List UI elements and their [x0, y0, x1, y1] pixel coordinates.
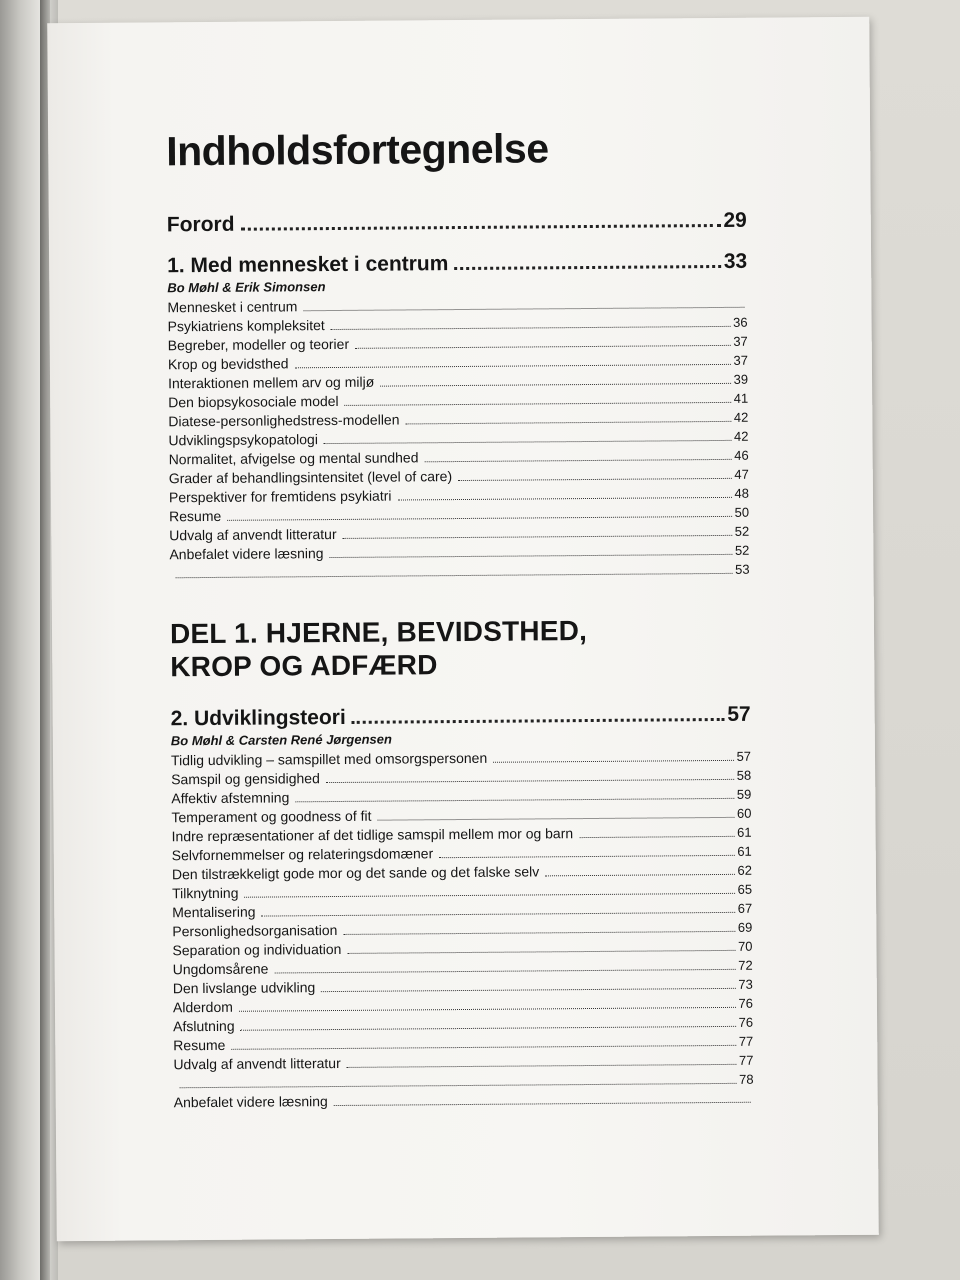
toc-entry — [174, 1089, 754, 1113]
leader-dots — [295, 364, 731, 368]
toc-entry-label: Indre repræsentationer af det tidlige samspil mellem mor og barn — [171, 825, 574, 845]
toc-entry-label: Mentalisering — [172, 903, 256, 921]
toc-entry-page: 36 — [733, 314, 748, 330]
toc-entry-page: 47 — [734, 466, 749, 482]
leader-dots — [347, 950, 735, 954]
toc-content — [166, 123, 754, 1113]
leader-dots — [321, 988, 735, 992]
toc-entry-page: 69 — [737, 919, 753, 935]
leader-dots — [424, 459, 731, 462]
leader-dots — [398, 497, 732, 501]
toc-entry-page: 52 — [734, 523, 750, 539]
leader-dots — [326, 779, 734, 783]
toc-entry-label: Psykiatriens kompleksitet — [167, 317, 325, 335]
toc-entry-label: Begreber, modeller og teorier — [167, 335, 350, 354]
toc-entry-label: Perspektiver for fremtidens psykiatri — [168, 487, 392, 506]
chapter-1-page: 33 — [723, 249, 748, 273]
toc-entry-label: Affektiv afstemning — [171, 789, 290, 807]
toc-entry-label: Afslutning — [173, 1017, 235, 1035]
leader-dots — [345, 402, 731, 406]
toc-entry-label: Mennesket i centrum — [167, 298, 298, 316]
leader-dots — [303, 307, 744, 311]
toc-entry-page: 61 — [737, 843, 752, 859]
toc-entry-label: Anbefalet videre læsning — [169, 545, 324, 563]
part-1-line-2: KROP OG ADFÆRD — [170, 649, 438, 683]
leader-dots — [343, 535, 732, 539]
toc-entry-label: Diatese-personlighedstress-modellen — [168, 411, 400, 430]
toc-entry-page: 61 — [737, 824, 752, 840]
leader-dots — [343, 931, 735, 935]
toc-entry-page: 77 — [738, 1052, 754, 1068]
toc-entry-label: Personlighedsorganisation — [172, 921, 338, 940]
leader-dots — [241, 1026, 736, 1031]
part-1-heading — [170, 613, 751, 684]
leader-dots — [262, 912, 735, 917]
leader-dots — [330, 554, 732, 558]
toc-entry-label: Resume — [173, 1036, 226, 1054]
book-page — [47, 17, 879, 1241]
toc-entry-label: Resume — [169, 507, 222, 525]
leader-dots — [240, 224, 720, 231]
toc-entry-label: Temperament og goodness of fit — [171, 807, 372, 826]
leader-dots — [378, 817, 735, 821]
toc-entry-label: Alderdom — [172, 998, 233, 1016]
leader-dots — [352, 718, 725, 724]
toc-entry-page: 76 — [738, 995, 754, 1011]
leader-dots — [439, 855, 734, 858]
toc-foreword — [167, 207, 747, 240]
toc-entry-page: 62 — [737, 862, 752, 878]
toc-entry-page: 70 — [737, 938, 753, 954]
leader-dots — [458, 478, 731, 481]
toc-entry-label: Interaktionen mellem arv og miljø — [167, 373, 375, 392]
leader-dots — [347, 1064, 736, 1068]
toc-entry-label: Samspil og gensidighed — [171, 770, 320, 788]
chapter-2-page: 57 — [727, 702, 751, 726]
leader-dots — [545, 874, 734, 876]
leader-dots — [331, 326, 730, 330]
toc-entry-label: Tidlig udvikling – samspillet med omsorgspersonen — [170, 749, 488, 769]
leader-dots — [231, 1045, 735, 1050]
toc-entry-label: Separation og individuation — [172, 940, 342, 959]
leader-dots — [454, 265, 720, 270]
toc-entry-label: Ungdomsårene — [172, 960, 269, 978]
toc-chapter-2 — [171, 701, 751, 734]
toc-entry-page: 48 — [734, 485, 750, 501]
toc-entry-page: 37 — [733, 333, 748, 349]
toc-entry-page: 78 — [739, 1071, 754, 1087]
chapter-1-entries — [167, 294, 749, 584]
leader-dots — [355, 345, 730, 349]
toc-entry-label: Tilknytning — [172, 884, 239, 902]
toc-entry-label: Udviklingspsykopatologi — [168, 431, 318, 449]
toc-entry-page: 77 — [738, 1033, 754, 1049]
toc-entry-page: 67 — [737, 900, 753, 916]
toc-entry-label: Den tilstrækkeligt gode mor og det sande og det falske selv — [171, 863, 540, 883]
toc-entry-page: 53 — [735, 561, 750, 577]
chapter-2-title: 2. Udviklingsteori — [170, 705, 346, 731]
toc-entry-page: 52 — [734, 542, 750, 558]
chapter-2-authors: Bo Møhl & Carsten René Jørgensen — [170, 731, 392, 749]
toc-entry-page: 39 — [733, 371, 749, 387]
toc-entry-label: Selvfornemmelser og relateringsdomæner — [171, 845, 434, 864]
leader-dots — [380, 383, 730, 387]
leader-dots — [176, 573, 733, 578]
toc-entry-label: Den livslange udvikling — [172, 979, 316, 997]
chapter-1-authors: Bo Møhl & Erik Simonsen — [167, 279, 326, 296]
toc-entry-page: 46 — [734, 447, 749, 463]
leader-dots — [245, 893, 735, 898]
toc-entry-page: 42 — [733, 428, 749, 444]
toc-chapter-1 — [167, 248, 747, 281]
toc-entry-page: 76 — [738, 1014, 754, 1030]
toc-entry-page: 60 — [736, 805, 752, 821]
toc-entry-page: 41 — [733, 390, 749, 406]
toc-entry-label: Normalitet, afvigelse og mental sundhed — [168, 449, 419, 468]
toc-entry-label: Udvalg af anvendt litteratur — [173, 1054, 341, 1073]
toc-entry-page: 57 — [736, 748, 752, 764]
toc-entry-label: Den biopsykosociale model — [168, 392, 339, 411]
leader-dots — [295, 798, 733, 802]
toc-foreword-page: 29 — [723, 208, 747, 232]
toc-entry-label: Udvalg af anvendt litteratur — [169, 525, 337, 544]
page-title: Indholdsfortegnelse — [166, 125, 549, 175]
leader-dots — [227, 516, 731, 521]
toc-entry-label: Grader af behandlingsintensitet (level of care) — [168, 468, 453, 487]
toc-entry-page: 50 — [734, 504, 750, 520]
toc-entry-label: Krop og bevidsthed — [167, 355, 289, 373]
toc-entry-page: 72 — [738, 957, 753, 973]
leader-dots — [180, 1083, 737, 1088]
leader-dots — [579, 836, 734, 838]
chapter-1-title: 1. Med mennesket i centrum — [167, 252, 449, 278]
leader-dots — [324, 440, 731, 444]
part-1-line-1: DEL 1. HJERNE, BEVIDSTHED, — [169, 615, 588, 650]
toc-entry-page: 73 — [738, 976, 753, 992]
leader-dots — [406, 421, 731, 425]
leader-dots — [274, 969, 735, 974]
toc-entry-page: 65 — [737, 881, 753, 897]
toc-entry-page: 58 — [736, 767, 752, 783]
toc-entry-label: Anbefalet videre læsning — [173, 1093, 328, 1111]
toc-entry-page: 37 — [733, 352, 748, 368]
leader-dots — [493, 760, 733, 763]
toc-foreword-label: Forord — [166, 212, 235, 237]
leader-dots — [334, 1102, 751, 1106]
leader-dots — [239, 1007, 736, 1012]
toc-entry-page: 42 — [733, 409, 749, 425]
chapter-2-entries — [171, 747, 754, 1113]
toc-entry-page: 59 — [736, 786, 752, 802]
